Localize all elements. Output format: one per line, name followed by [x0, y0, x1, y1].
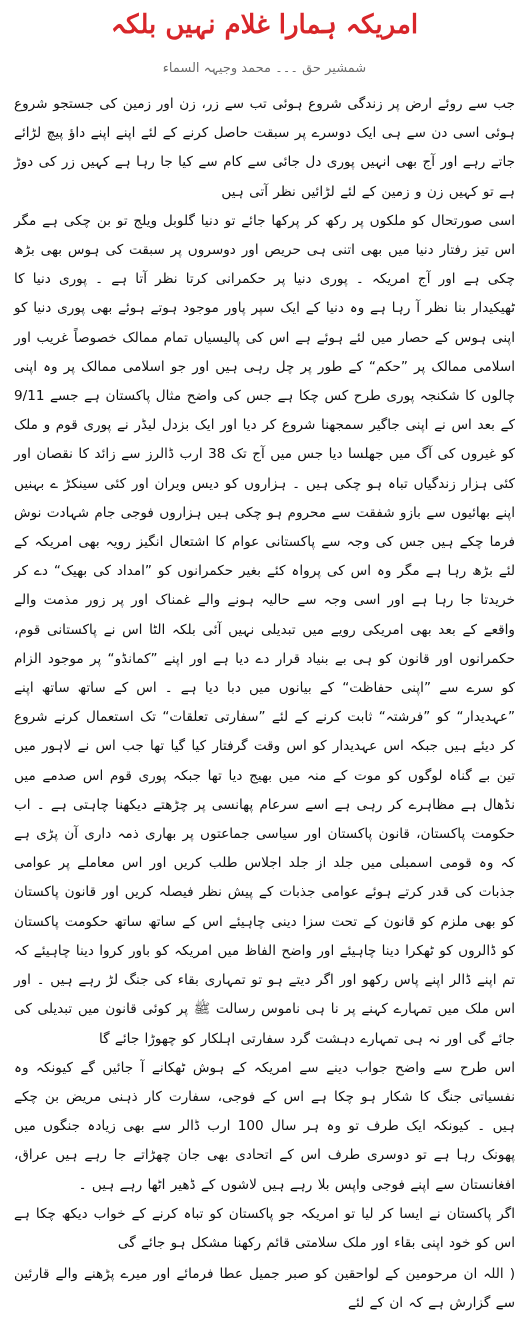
- article-title: امریکہ ہمارا غلام نہیں بلکہ: [110, 10, 419, 40]
- article-paragraph-3: اس طرح سے واضح جواب دینے سے امریکہ کے ہوش ٹھکانے آ جائیں گے کیونکہ وہ نفسیاتی جنگ کا شکار ہو چکا ہے اس کے فوجی، سفارت کار ذہنی مریض بن چکے ہیں ۔ کیونکہ ایک طرف تو وہ ہر سال 100 ارب ڈالر سے بھی زیادہ جنگوں میں پھونک رہا ہے تو دوسری طرف اس کے اتحادی بھی جان چھڑاتے جا رہے ہیں عراق، افغانستان سے اپنے فوجی واپس بلا رہے ہیں لاشوں کے ڈھیر اٹھا رہے ہیں ۔: [14, 1059, 515, 1193]
- article-paragraph-4: اگر پاکستان نے ایسا کر لیا تو امریکہ جو پاکستان کو تباہ کرنے کے خواب دیکھ چکا ہے اس کو خود اپنی بقاء اور ملک سلامتی قائم رکھنا مشکل ہو جائے گی: [14, 1205, 515, 1251]
- article-byline: شمشیر حق ۔۔۔ محمد وجیہہ السماء: [162, 61, 367, 76]
- article-closing-line: ( اللہ ان مرحومین کے لواحقین کو صبر جمیل عطا فرمائے اور میرے پڑھنے والے قارئین سے گزارش ہے کہ ان کے لئے: [14, 1266, 515, 1312]
- article-paragraph-2: اسی صورتحال کو ملکوں پر رکھ کر پرکھا جائے تو دنیا گلوبل ویلج تو بن چکی ہے مگر اس تیز رفتار دنیا میں بھی اتنی ہی حریص اور دوسروں پر سبقت کی ہوس بھی بڑھ چکی ہے اور آج امریکہ ۔ پوری دنیا پر حکمرانی کرتا نظر آتا ہے ۔ پوری دنیا کا ٹھیکیدار بنا نظر آ رہا ہے وہ دنیا کے ایک سپر پاور موجود ہوتے ہوئے بھی پوری دنیا کو اپنی ہوس کے حصار میں لئے ہوئے ہے اس کی پالیسیاں تمام ممالک خصوصاً غریب اور اسلامی ممالک پر ”حکم“ کے طور پر چل رہی ہیں اور جو اسلامی ممالک پر وہ اپنی چالوں کا شکنجہ پوری طرح کس چکا ہے جس کی واضح مثال پاکستان ہے جسے 9/11 کے بعد اس نے اپنی جاگیر سمجھنا شروع کر دیا اور ایک بزدل لیڈر نے پوری قوم و ملک کو غیروں کی آگ میں جھلسا دیا جس میں آج تک 38 ارب ڈالرز سے زائد کا نقصان اور کئی ہزار زندگیاں تباہ ہو چکی ہیں ۔ ہزاروں کو دیس ویران اور کئی سینکڑ ے بہنیں اپنے بھائیوں سے بازو شفقت سے محروم ہو چکی ہیں ہزاروں فوجی جام شہادت نوش فرما چکے ہیں جس کی وجہ سے پاکستانی عوام کا اشتعال انگیز رویہ بھی امریکہ کے لئے بڑھ رہا ہے مگر وہ اس کی پرواہ کئے بغیر حکمرانوں کو ”امداد کی بھیک“ دے کر خریدتا جا رہا ہے اور اسی وجہ سے حالیہ ہونے والے غمناک اور پر زور مذمت والے واقعے کے بعد بھی امریکی رویے میں تبدیلی نہیں آئی بلکہ الٹا اس نے پاکستانی قوم، حکمرانوں اور قانون کو ہی بے بنیاد قرار دے دیا ہے اور اپنے ”کمانڈو“ پر موجود الزام کو سرے سے ”اپنی حفاظت“ کے بیانوں میں دبا دیا ہے ۔ اس کے ساتھ ساتھ اپنے ”عہدیدار“ کو ”فرشتہ“ ثابت کرنے کے لئے ”سفارتی تعلقات“ تک استعمال کرنے شروع کر دیئے ہیں جبکہ اس عہدیدار کو اس وقت گرفتار کیا گیا تھا جب اس نے لاہور میں تین بے گناہ لوگوں کو موت کے منہ میں بھیج دیا تھا جبکہ پوری قوم اس صدمے میں نڈھال ہے مظاہرے کر رہی ہے اسے سرعام پھانسی پر چڑھتے دیکھنا چاہتی ہے ۔ اب حکومت پاکستان، قانون پاکستان اور سیاسی جماعتوں پر بھاری ذمہ داری آن پڑی ہے کہ وہ قومی اسمبلی میں جلد از جلد اجلاس طلب کریں اور اس معاملے پر عوامی جذبات کی قدر کرتے ہوئے عوامی جذبات کے پیش نظر فیصلہ کریں اور قانون پاکستان کو بھی ملزم کو قانون کے تحت سزا دینی چاہیئے اس کے ساتھ ساتھ حکومت پاکستان کو ڈالروں کو ٹھکرا دینا چاہیئے اور واضح الفاظ میں امریکہ کو باور کروا دینا چاہیئے کہ تم اپنے ڈالر اپنے پاس رکھو اور اگر دیتے ہو تو تمہاری بقاء کی جنگ لڑ رہے ہیں ۔ اور اس ملک میں تمہارے کہنے پر نا ہی ناموس رسالت ﷺ پر کوئی قانون میں تبدیلی کی جائے گی اور نہ ہی تمہارے دہشت گرد سفارتی اہلکار کو چھوڑا جائے گا: [14, 212, 515, 1047]
- article-paragraph-1: جب سے روئے ارض پر زندگی شروع ہوئی تب سے زر، زن اور زمین کی جستجو شروع ہوئی اسی دن سے ہی ایک دوسرے پر سبقت حاصل کرنے کے لئے اپنے اپنے داؤ پیچ لڑائے جاتے رہے اور آج بھی انہیں پوری دل جائی سے کام سے کیا جا رہا ہے کہیں زر کی دوڑ ہے تو کہیں زن و زمین کے لئے لڑائیں نظر آتی ہیں: [14, 96, 515, 200]
- article-body: [14, 90, 515, 1319]
